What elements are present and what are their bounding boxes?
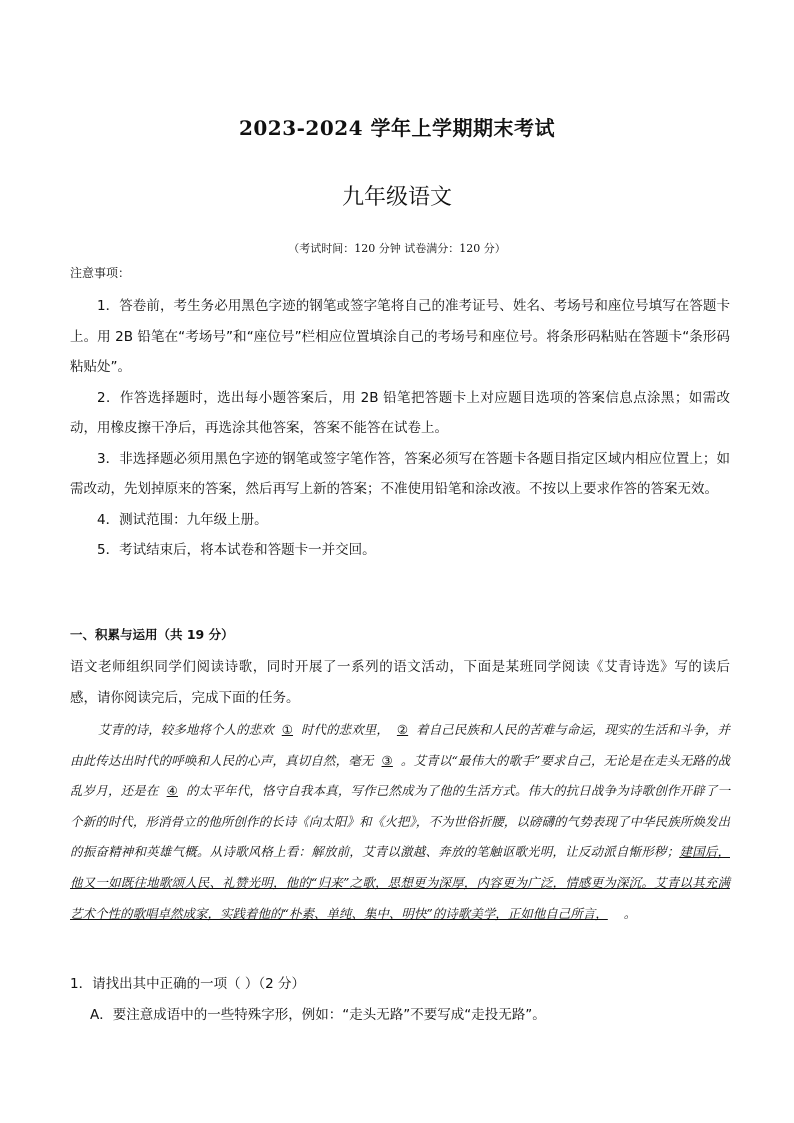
notice-heading: 注意事项：	[70, 266, 131, 280]
blank-1: ①	[281, 722, 294, 737]
exam-title: 2023-2024 学年上学期期末考试	[238, 116, 556, 140]
subject-title: 九年级语文	[341, 185, 452, 210]
blank-4: ④	[166, 783, 178, 799]
notice-item-3: 3．非选择题必须用黑色字迹的钢笔或签字笔作答，答案必须写在答题卡各题目指定区域内相应位置上；如需改动，先划掉原来的答案，然后再写上新的答案；不准使用铅笔和涂改液。不按以上要求作答的答案无效。	[70, 450, 730, 497]
notice-list	[70, 291, 730, 566]
passage-text-3: 着自己民族和人民的苦难与命运，现实的生活和斗争，并由此传达出时代的呼唤和人民的心声，真切自然，毫无	[70, 722, 730, 768]
notice-item-5: 5．考试结束后，将本试卷和答题卡一并交回。	[97, 542, 376, 558]
passage-end: 。	[623, 905, 637, 921]
exam-info: （考试时间：120 分钟 试卷满分：120 分）	[288, 242, 506, 255]
notice-item-1: 1．答卷前，考生务必用黑色字迹的钢笔或签字笔将自己的准考证号、姓名、考场号和座位号填写在答题卡上。用 2B 铅笔在“考场号”和“座位号”栏相应位置填涂自己的考场号和座位号。将条形码粘贴在答题卡“条形码粘贴处”。	[70, 298, 730, 375]
question-1: 1．请找出其中正确的一项（ ）（2 分）	[70, 976, 306, 992]
blank-5	[608, 906, 624, 921]
passage-text-2: 时代的悲欢里，	[301, 722, 389, 737]
blank-2: ②	[396, 722, 409, 737]
reading-passage	[70, 715, 730, 929]
passage-paragraph	[70, 715, 730, 929]
intro-text: 语文老师组织同学们阅读诗歌，同时开展了一系列的语文活动，下面是某班同学阅读《艾青诗选》写的读后感，请你阅读完后，完成下面的任务。	[70, 659, 730, 706]
passage-text-4: 。艾青以“最伟大的歌手”要求自己，无论是在走头无路的战乱岁月，还是在	[70, 752, 730, 799]
passage-text-5: 的太平年代，恪守自我本真，写作已然成为了他的生活方式。伟大的抗日战争为诗歌创作开辟了一个新的时代，形消骨立的他所创作的长诗《向太阳》和《火把》，不为世俗折腰，以磅礴的气势表现了中华民族所焕发出的振奋精神和英雄气概。从诗歌风格上看：解放前，艾青以激越、奔放的笔触讴歌光明，让反动派自惭形秽；	[70, 783, 730, 860]
passage-text-1: 艾青的诗，较多地将个人的悲欢	[98, 722, 274, 737]
section-heading: 一、积累与运用（共 19 分）	[70, 627, 234, 642]
underlined-sentence: 建国后，他又一如既往地歌颂人民、礼赞光明，他的“归来”之歌，思想更为深厚，内容更为广泛，情感更为深沉。艾青以其充满艺术个性的歌唱卓然成家，实践着他的“朴素、单纯、集中、明快”的诗歌美学，正如他自己所言，	[70, 844, 730, 921]
notice-item-2: 2．作答选择题时，选出每小题答案后，用 2B 铅笔把答题卡上对应题目选项的答案信息点涂黑；如需改动，用橡皮擦干净后，再选涂其他答案，答案不能答在试卷上。	[70, 389, 730, 436]
question-1-option-a: A．要注意成语中的一些特殊字形，例如：“走头无路”不要写成“走投无路”。	[90, 1007, 546, 1023]
notice-item-4: 4．测试范围：九年级上册。	[97, 511, 268, 528]
section-intro	[70, 652, 730, 713]
blank-3: ③	[381, 752, 393, 768]
